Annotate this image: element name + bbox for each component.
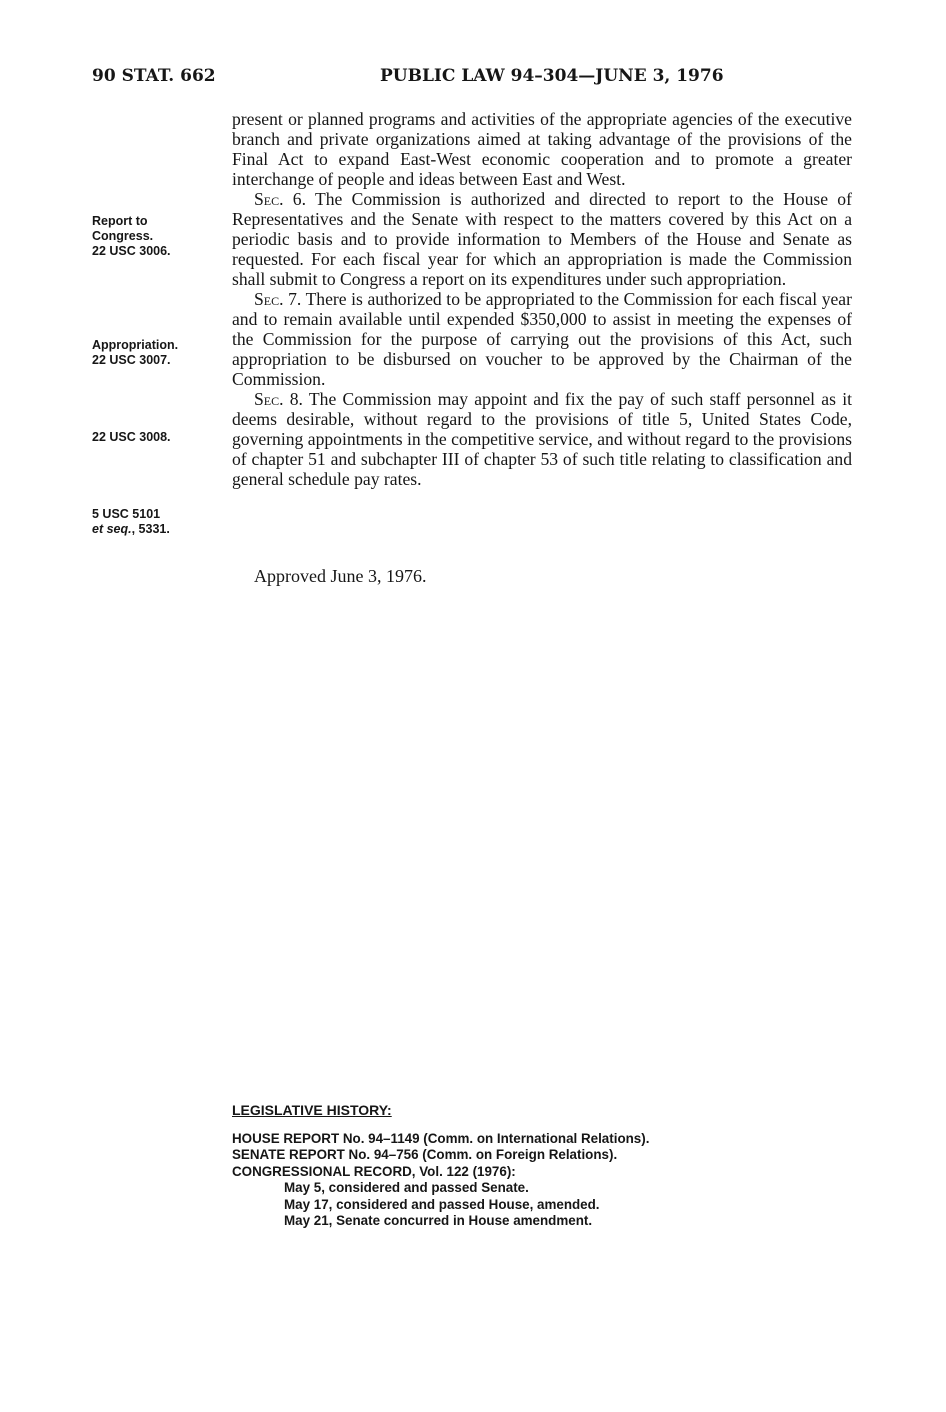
margin-note-line: 22 USC 3008.	[92, 430, 171, 444]
margin-note-5-usc-5101	[92, 507, 170, 537]
senate-report: SENATE REPORT No. 94–756 (Comm. on Foreign Relations).	[232, 1147, 618, 1162]
margin-note-line: Report to	[92, 214, 148, 228]
section-text: The Commission is authorized and directed to report to the House of Representatives and the Senate with respect to the matters covered by this Act on a periodic basis and to provide information to Members of the House and Senate as requested. For each fiscal year for which an appropriation is made the Commission shall submit to Congress a report on its expenditures under such appropriation.	[232, 189, 852, 289]
approved-date: Approved June 3, 1976.	[254, 566, 427, 586]
record-event: May 5, considered and passed Senate.	[284, 1180, 529, 1195]
section-text: The Commission may appoint and fix the pay of such staff personnel as it deems desirable, without regard to the provisions of title 5, United States Code, governing appointments in the competitive service, and without regard to the provisions of chapter 51 and subchapter III of chapter 53 of such title relating to classification and general schedule pay rates.	[232, 389, 852, 489]
margin-note-appropriation	[92, 338, 178, 368]
section-label: Sec. 7.	[254, 289, 302, 309]
margin-note-line: Appropriation.	[92, 338, 179, 352]
stat-page-number: 90 STAT. 662	[92, 66, 216, 86]
margin-note-line: 5 USC 5101	[92, 507, 161, 521]
section-text: There is authorized to be appropriated to the Commission for each fiscal year and to remain available until expended $350,000 to assist in meeting the expenses of the Commission for the purpose of carrying out the provisions of this Act, such appropriation to be disbursed on voucher to be approved by the Chairman of the Commission.	[232, 289, 852, 389]
legislative-history	[232, 1102, 832, 1230]
running-head-title: PUBLIC LAW 94–304—JUNE 3, 1976	[380, 66, 724, 86]
section-label: Sec. 6.	[254, 189, 306, 209]
record-event: May 17, considered and passed House, amended.	[284, 1196, 600, 1212]
section-6	[232, 189, 852, 289]
margin-note-line: 22 USC 3007.	[92, 353, 171, 367]
et-seq-italic: et seq.	[92, 522, 132, 536]
section-8	[232, 389, 852, 489]
margin-note-report-to-congress	[92, 214, 171, 259]
margin-note-22-usc-3008	[92, 430, 171, 445]
house-report: HOUSE REPORT No. 94–1149 (Comm. on International Relations).	[232, 1130, 650, 1146]
record-event: May 21, Senate concurred in House amendment.	[284, 1213, 593, 1228]
section-label: Sec. 8.	[254, 389, 303, 409]
legislative-history-title: LEGISLATIVE HISTORY:	[232, 1102, 392, 1118]
margin-note-line: 22 USC 3006.	[92, 244, 171, 258]
margin-note-suffix: , 5331.	[131, 522, 170, 536]
margin-note-line	[92, 522, 170, 537]
congressional-record: CONGRESSIONAL RECORD, Vol. 122 (1976):	[232, 1163, 516, 1179]
continued-paragraph: present or planned programs and activities of the appropriate agencies of the executive branch and private organizations aimed at taking advantage of the provisions of the Final Act to expand East-West economic cooperation and to promote a greater interchange of people and ideas between East and West.	[232, 109, 852, 189]
body-text-column	[232, 109, 852, 489]
section-7	[232, 289, 852, 389]
margin-note-line: Congress.	[92, 229, 154, 243]
